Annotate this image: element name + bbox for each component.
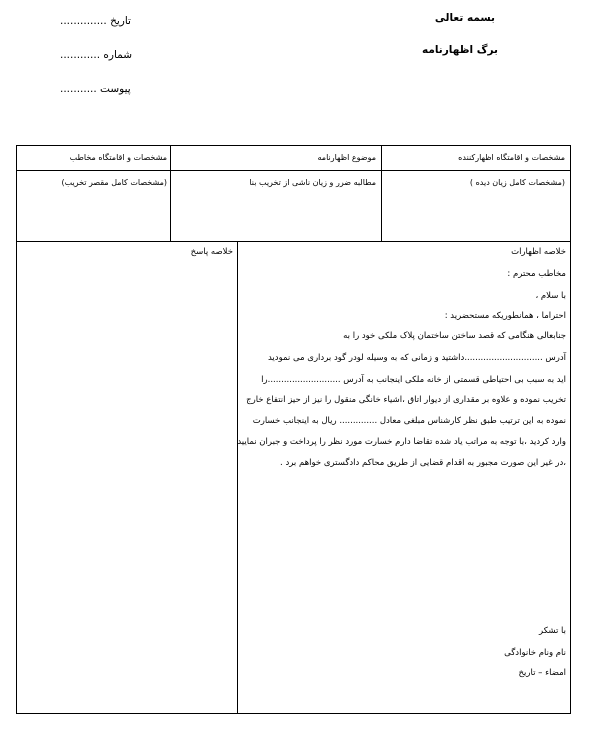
summary-title: خلاصه اظهارات xyxy=(511,247,566,257)
body-line: جنابعالی هنگامی که قصد ساختن ساختمان پلاک ملکی خود را به xyxy=(343,331,566,341)
body-line: ،در غیر این صورت مجبور به اقدام قضایی از طریق محاکم دادگستری خواهم برد . xyxy=(280,458,566,468)
attachment-field: پیوست ........... xyxy=(60,83,131,95)
signature-label: امضاء – تاریخ xyxy=(518,668,566,678)
basmala: بسمه تعالی xyxy=(434,12,495,24)
number-field: شماره ............ xyxy=(60,49,133,61)
col-divider-left xyxy=(170,145,171,241)
date-field: تاریخ .............. xyxy=(60,15,131,27)
body-line: احتراما ، همانطوریکه مستحضرید : xyxy=(444,311,566,321)
response-title: خلاصه پاسخ xyxy=(190,247,233,257)
subject-value: مطالبه ضرر و زیان ناشی از تخریب بنا xyxy=(249,178,376,187)
form-frame xyxy=(16,145,571,714)
table-bottom-divider xyxy=(16,241,571,242)
body-divider xyxy=(237,241,238,714)
body-line: با سلام ، xyxy=(535,291,566,301)
body-line: اید به سبب بی احتیاطی قسمتی از خانه ملکی اینجانب به آدرس ...........................را xyxy=(261,375,566,385)
addressee-header: مشخصات و اقامتگاه مخاطب xyxy=(69,153,167,162)
body-line: آدرس .............................داشتید و زمانی که به وسیله لودر گود برداری می نمودید xyxy=(267,353,566,363)
body-line: وارد کردید ،با توجه به مراتب یاد شده تقاضا دارم خسارت مورد نظر را پرداخت و جبران نمایید xyxy=(237,437,566,447)
body-line: تخریب نموده و علاوه بر مقداری از دیوار اتاق ،اشیاء خانگی منقول را نیز از حیز انتفاع خارج xyxy=(246,395,566,405)
body-line: مخاطب محترم : xyxy=(507,269,566,279)
name-label: نام ونام خانوادگی xyxy=(504,648,566,658)
form-title: برگ اظهارنامه xyxy=(421,44,498,56)
addressee-value: (مشخصات کامل مقصر تخریب) xyxy=(61,178,167,187)
declarant-header: مشخصات و اقامتگاه اظهارکننده xyxy=(458,153,565,162)
subject-header: موضوع اظهارنامه xyxy=(317,153,376,162)
body-line: نموده به این ترتیب طبق نظر کارشناس مبلغی معادل .............. ریال به اینجانب خسارت xyxy=(252,416,566,426)
closing-thanks: با تشکر xyxy=(539,626,566,636)
header-row-divider xyxy=(16,170,571,171)
declarant-value: (مشخصات کامل زیان دیده ) xyxy=(469,178,565,187)
col-divider-right xyxy=(381,145,382,241)
